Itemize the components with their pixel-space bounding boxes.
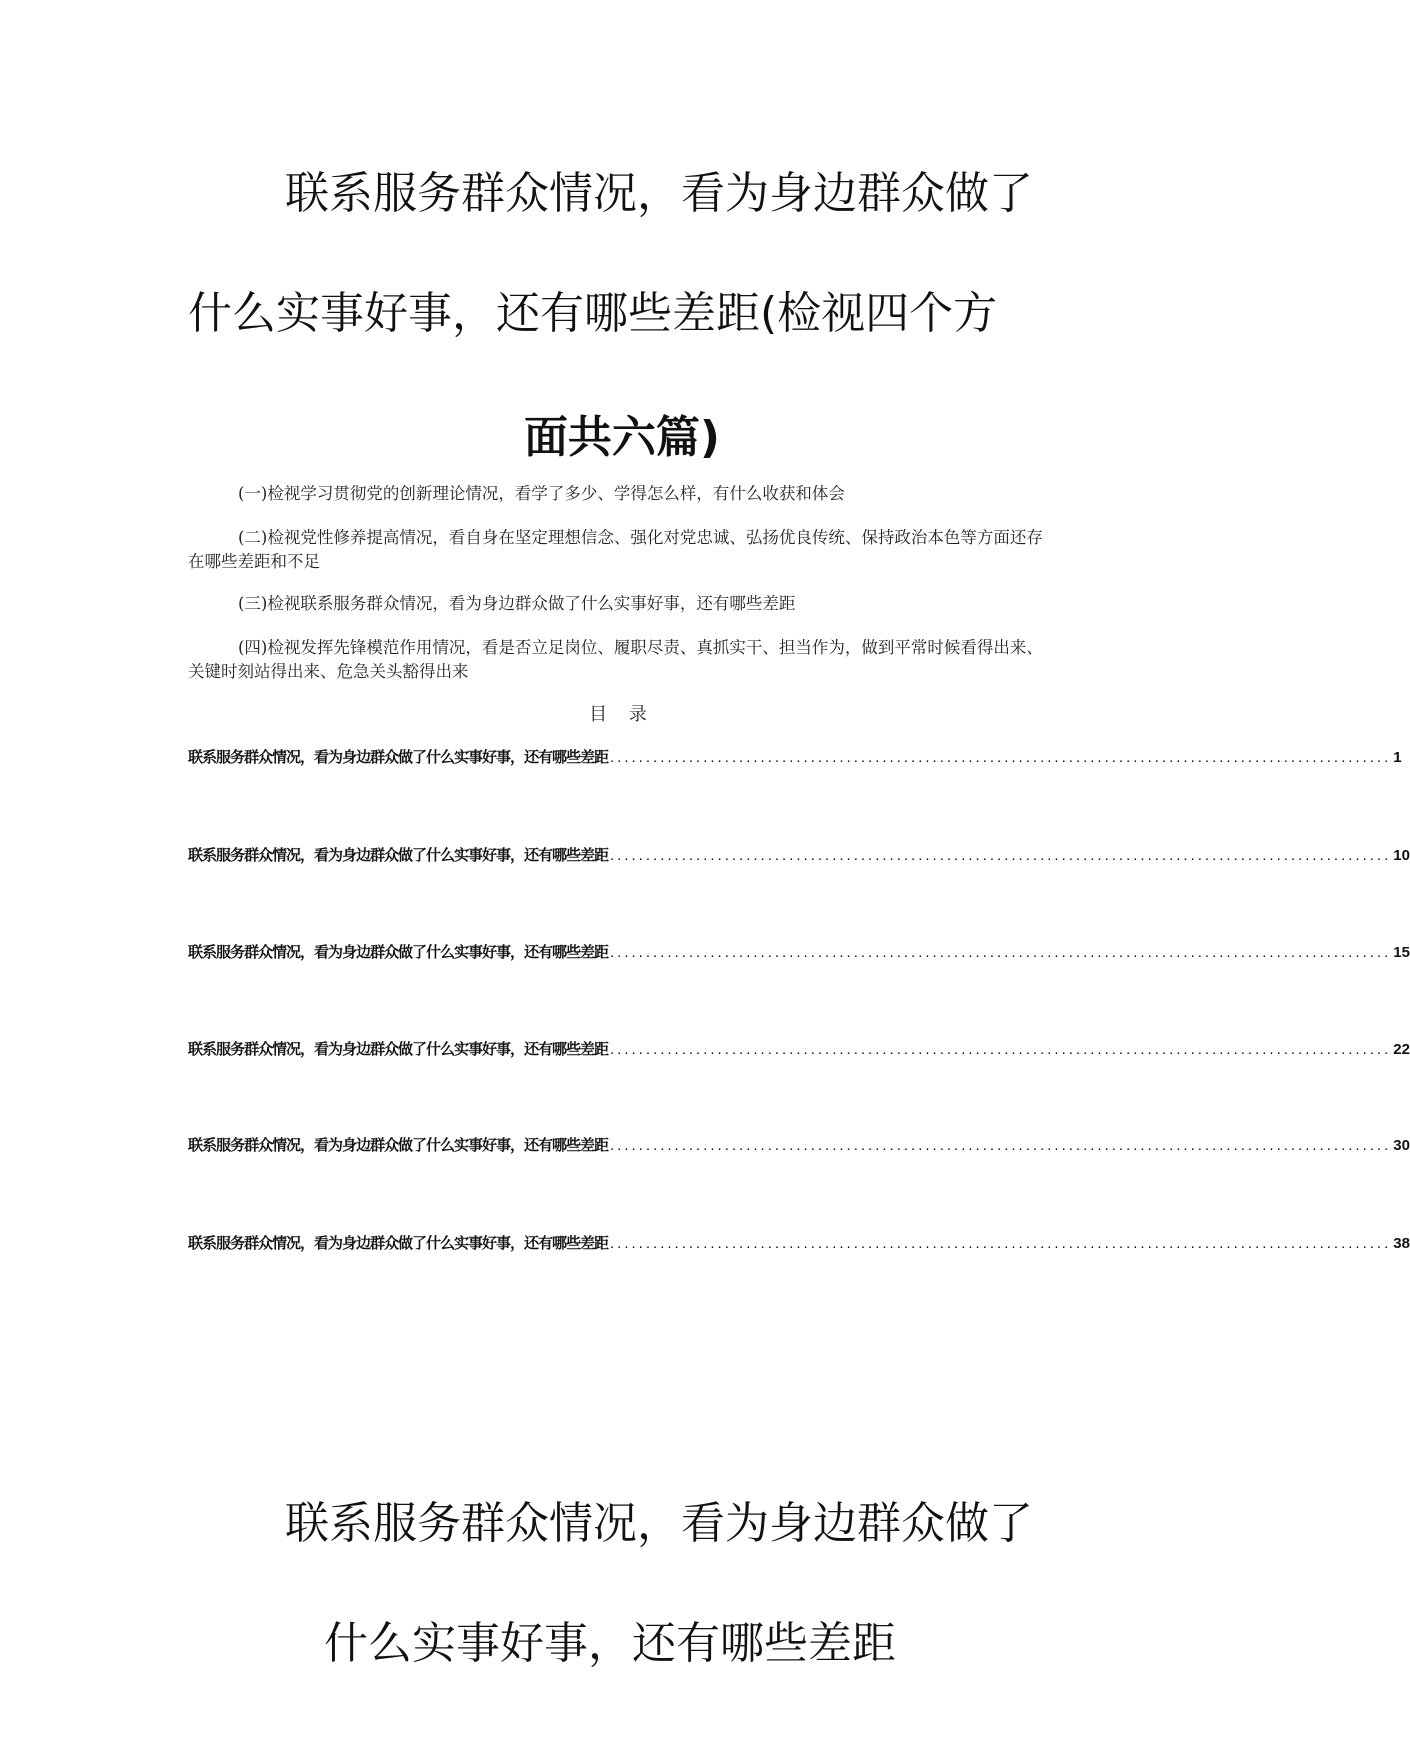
intro-item-text: (二)检视党性修养提高情况，看自身在坚定理想信念、强化对党忠诚、弘扬优良传统、保持政治本色等方面还存在哪些差距和不足 — [188, 528, 1043, 571]
toc-entry-page: 38 — [1393, 1235, 1410, 1252]
article-title-line-2: 什么实事好事，还有哪些差距 — [324, 1618, 896, 1669]
toc-entry-1[interactable] — [188, 746, 1402, 768]
toc-entry-label: 联系服务群众情况，看为身边群众做了什么实事好事，还有哪些差距 — [188, 1041, 609, 1058]
intro-item-3 — [188, 592, 1056, 616]
intro-item-text: (三)检视联系服务群众情况，看为身边群众做了什么实事好事，还有哪些差距 — [238, 594, 796, 613]
toc-entry-label: 联系服务群众情况，看为身边群众做了什么实事好事，还有哪些差距 — [188, 847, 609, 864]
toc-leader-dots: ............................................................................................................. — [610, 1235, 1392, 1252]
toc-entry-5[interactable] — [188, 1134, 1410, 1156]
toc-entry-3[interactable] — [188, 941, 1410, 963]
toc-entry-page: 1 — [1393, 749, 1402, 766]
toc-leader-dots: ............................................................................................................. — [610, 1137, 1392, 1154]
toc-entry-label: 联系服务群众情况，看为身边群众做了什么实事好事，还有哪些差距 — [188, 749, 609, 766]
toc-leader-dots: ............................................................................................................. — [610, 944, 1392, 961]
toc-entry-label: 联系服务群众情况，看为身边群众做了什么实事好事，还有哪些差距 — [188, 1137, 609, 1154]
toc-heading: 目 录 — [589, 704, 655, 725]
cover-title-line-2: 什么实事好事，还有哪些差距(检视四个方 — [188, 288, 998, 339]
toc-entry-4[interactable] — [188, 1038, 1410, 1060]
article-title-line-1: 联系服务群众情况，看为身边群众做了 — [285, 1498, 1033, 1549]
intro-item-text: (四)检视发挥先锋模范作用情况，看是否立足岗位、履职尽责、真抓实干、担当作为，做到平常时候看得出来、关键时刻站得出来、危急关头豁得出来 — [188, 638, 1043, 681]
cover-title-line-1: 联系服务群众情况，看为身边群众做了 — [285, 168, 1033, 219]
toc-entry-label: 联系服务群众情况，看为身边群众做了什么实事好事，还有哪些差距 — [188, 1235, 609, 1252]
toc-leader-dots: ............................................................................................................. — [610, 749, 1392, 766]
intro-item-2 — [188, 526, 1056, 574]
toc-leader-dots: ............................................................................................................. — [610, 847, 1392, 864]
toc-entry-6[interactable] — [188, 1232, 1410, 1254]
intro-item-4 — [188, 636, 1056, 684]
toc-entry-page: 15 — [1393, 944, 1410, 961]
toc-entry-page: 30 — [1393, 1137, 1410, 1154]
toc-entry-label: 联系服务群众情况，看为身边群众做了什么实事好事，还有哪些差距 — [188, 944, 609, 961]
intro-item-text: (一)检视学习贯彻党的创新理论情况，看学了多少、学得怎么样，有什么收获和体会 — [238, 484, 845, 503]
toc-entry-page: 22 — [1393, 1041, 1410, 1058]
cover-title-line-3: 面共六篇) — [523, 412, 721, 463]
intro-item-1 — [188, 482, 1056, 506]
toc-entry-page: 10 — [1393, 847, 1410, 864]
toc-leader-dots: ............................................................................................................. — [610, 1041, 1392, 1058]
toc-entry-2[interactable] — [188, 844, 1410, 866]
